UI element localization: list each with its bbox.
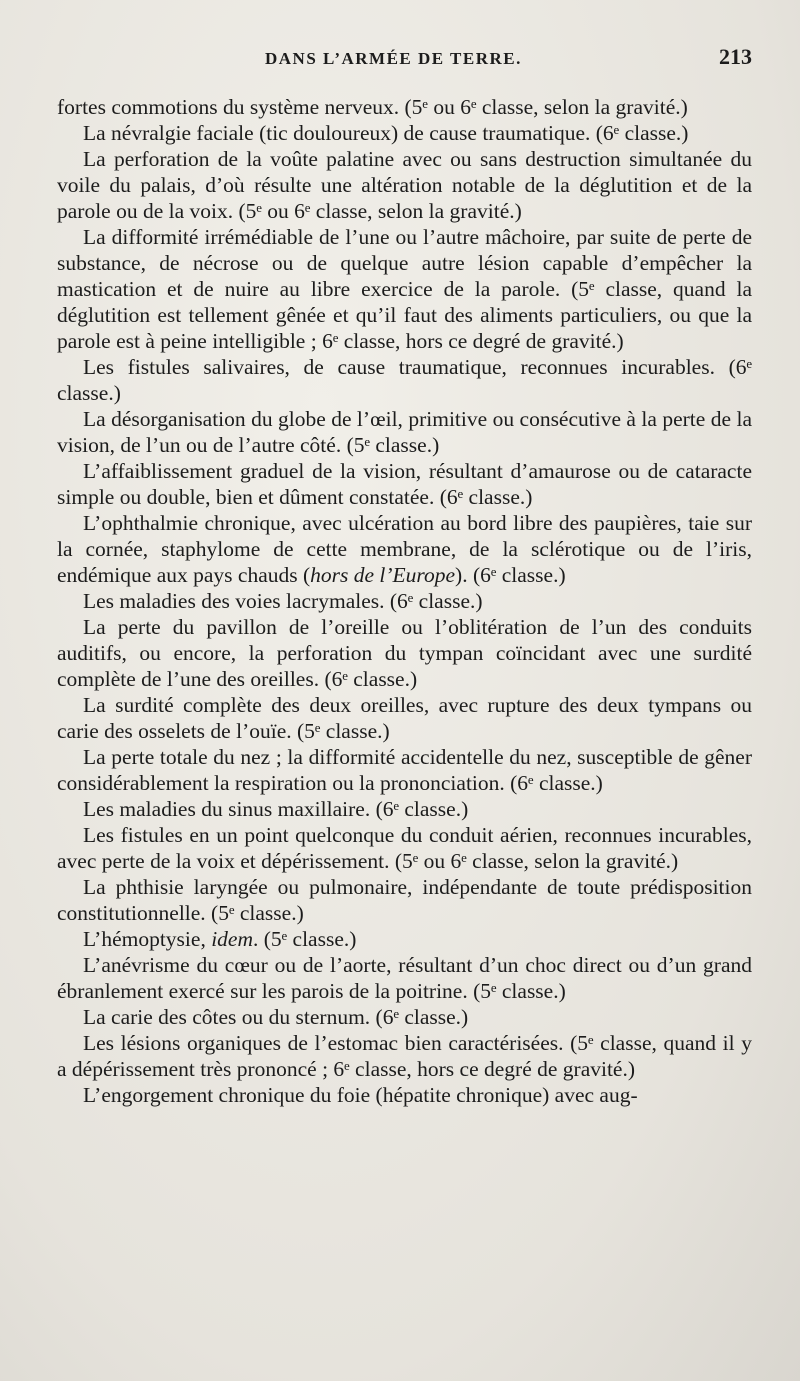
page-number: 213 [719,44,752,69]
paragraph: L’engorgement chronique du foie (hépatite chronique) avec aug- [83,1083,638,1107]
italic-text: idem [211,927,253,951]
page-header [57,44,752,86]
paragraph: Les fistules en un point quelconque du conduit aérien, reconnues incurables, avec perte de la voix et dépérissement. (5ᵉ ou 6ᵉ classe, selon la gravité.) [57,823,752,873]
italic-text: hors de l’Europe [310,563,456,587]
paragraph [57,510,752,588]
running-head: DANS L’ARMÉE DE TERRE. [265,49,522,68]
paragraph: La carie des côtes ou du sternum. (6ᵉ classe.) [83,1005,469,1029]
paragraph: La perte totale du nez ; la difformité accidentelle du nez, susceptible de gêner considérablement la respiration ou la prononciation. (6ᵉ classe.) [57,745,752,795]
body-text [57,94,752,1108]
paragraph: fortes commotions du système nerveux. (5ᵉ ou 6ᵉ classe, selon la gravité.) [57,95,688,119]
paragraph: La perte du pavillon de l’oreille ou l’oblitération de l’un des conduits auditifs, ou encore, la perforation du tympan coïncidant avec une surdité complète de l’une des oreilles. (6ᵉ classe.) [57,615,752,691]
paragraph: La difformité irrémédiable de l’une ou l’autre mâchoire, par suite de perte de substance, de nécrose ou de quelque autre lésion capable d’empêcher la mastication et de nuire au libre exercice de la parole. (5ᵉ classe, quand la déglutition est tellement gênée et qu’il faut des aliments particuliers, ou que la parole est à peine intelligible ; 6ᵉ classe, hors ce degré de gravité.) [57,225,752,353]
paragraph: La perforation de la voûte palatine avec ou sans destruction simultanée du voile du palais, d’où résulte une altération notable de la déglutition et de la parole ou de la voix. (5ᵉ ou 6ᵉ classe, selon la gravité.) [57,147,752,223]
paragraph-text: L’ophthalmie chronique, avec ulcération au bord libre des paupières, taie sur la cornée, staphylome de cette membrane, de la sclérotique ou de l’iris, endémique aux pays chauds ( [57,511,752,587]
paragraph: La surdité complète des deux oreilles, avec rupture des deux tympans ou carie des osselets de l’ouïe. (5ᵉ classe.) [57,693,752,743]
paragraph: La phthisie laryngée ou pulmonaire, indépendante de toute prédisposition constitutionnelle. (5ᵉ classe.) [57,875,752,925]
paragraph: La désorganisation du globe de l’œil, primitive ou consécutive à la perte de la vision, de l’un ou de l’autre côté. (5ᵉ classe.) [57,407,752,457]
paragraph [57,926,752,952]
paragraph: La névralgie faciale (tic douloureux) de cause traumatique. (6ᵉ classe.) [83,121,689,145]
paragraph: L’anévrisme du cœur ou de l’aorte, résultant d’un choc direct ou d’un grand ébranlement exercé sur les parois de la poitrine. (5ᵉ classe.) [57,953,752,1003]
paragraph: Les maladies des voies lacrymales. (6ᵉ classe.) [83,589,483,613]
paragraph: Les fistules salivaires, de cause traumatique, reconnues incurables. (6ᵉ classe.) [57,355,752,405]
paragraph-text: . (5ᵉ classe.) [253,927,357,951]
paragraph: Les maladies du sinus maxillaire. (6ᵉ classe.) [83,797,469,821]
paragraph-text: L’hémoptysie, [83,927,212,951]
paragraph: L’affaiblissement graduel de la vision, résultant d’amaurose ou de cataracte simple ou double, bien et dûment constatée. (6ᵉ classe.) [57,459,752,509]
paragraph: Les lésions organiques de l’estomac bien caractérisées. (5ᵉ classe, quand il y a dépérissement très prononcé ; 6ᵉ classe, hors ce degré de gravité.) [57,1031,752,1081]
paragraph-text: ). (6ᵉ classe.) [455,563,566,587]
